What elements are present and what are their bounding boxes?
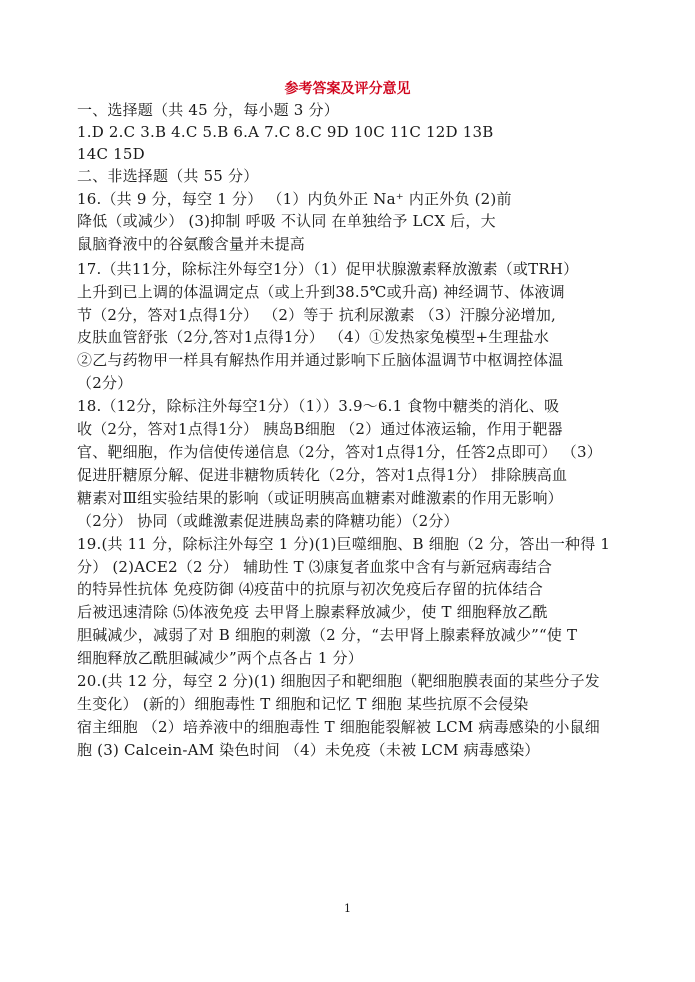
text-line: 糖素对Ⅲ组实验结果的影响（或证明胰高血糖素对雌激素的作用无影响）: [77, 489, 563, 507]
text-line: 细胞释放乙酰胆碱减少”两个点各占 1 分）: [77, 649, 363, 667]
text-line: ②乙与药物甲一样具有解热作用并通过影响下丘脑体温调节中枢调控体温: [77, 351, 564, 369]
text-line: 上升到已上调的体温调定点（或上升到38.5℃或升高) 神经调节、体液调: [77, 283, 565, 301]
text-line: 节（2分，答对1点得1分） （2）等于 抗利尿激素 （3）汗腺分泌增加,: [77, 306, 556, 324]
text-line: 生变化） (新的）细胞毒性 T 细胞和记忆 T 细胞 某些抗原不会侵染: [77, 695, 529, 713]
text-line: 胞 (3) Calcein-AM 染色时间 （4）未免疫（未被 LCM 病毒感染）: [77, 741, 540, 759]
text-line: 17.（共11分，除标注外每空1分）（1）促甲状腺激素释放激素（或TRH）: [77, 260, 579, 278]
text-line: 的特异性抗体 免疫防御 ⑷疫苗中的抗原与初次免疫后存留的抗体结合: [77, 580, 543, 598]
text-line: 20.(共 12 分，每空 2 分)(1) 细胞因子和靶细胞（靶细胞膜表面的某些分子发: [77, 672, 600, 690]
page-number: 1: [344, 902, 351, 915]
text-line: 14C 15D: [77, 145, 145, 163]
text-line: 胆碱减少，减弱了对 B 细胞的刺激（2 分，“去甲肾上腺素释放减少”“使 T: [77, 626, 578, 644]
text-line: 1.D 2.C 3.B 4.C 5.B 6.A 7.C 8.C 9D 10C 11C 12D 13B: [77, 123, 494, 141]
text-line: 一、选择题（共 45 分，每小题 3 分）: [77, 101, 339, 119]
text-line: 官、靶细胞，作为信使传递信息（2分，答对1点得1分，任答2点即可） （3）: [77, 443, 602, 461]
text-line: 降低（或减少） (3)抑制 呼吸 不认同 在单独给予 LCX 后，大: [77, 212, 496, 230]
text-line: 鼠脑脊液中的谷氨酸含量并未提高: [77, 235, 306, 253]
text-line: 18.（12分，除标注外每空1分）（1））3.9～6.1 食物中糖类的消化、吸: [77, 397, 560, 415]
text-line: 二、非选择题（共 55 分）: [77, 167, 259, 185]
text-line: 16.（共 9 分，每空 1 分） （1）内负外正 Na⁺ 内正外负 (2)前: [77, 190, 512, 208]
text-line: 皮肤血管舒张（2分,答对1点得1分） （4）①发热家兔模型+生理盐水: [77, 328, 550, 346]
text-line: 19.(共 11 分，除标注外每空 1 分)(1)巨噬细胞、B 细胞（2 分，答出一种得 1: [77, 535, 611, 553]
text-line: （2分） 协同（或雌激素促进胰岛素的降糖功能）（2分）: [77, 512, 459, 530]
text-line: （2分）: [77, 374, 133, 392]
text-line: 促进肝糖原分解、促进非糖物质转化（2分，答对1点得1分） 排除胰高血: [77, 466, 568, 484]
text-line: 后被迅速清除 ⑸体液免疫 去甲肾上腺素释放减少，使 T 细胞释放乙酰: [77, 603, 548, 621]
text-line: 收（2分，答对1点得1分） 胰岛B细胞 （2）通过体液运输，作用于靶器: [77, 420, 563, 438]
text-line: 宿主细胞 （2）培养液中的细胞毒性 T 细胞能裂解被 LCM 病毒感染的小鼠细: [77, 718, 600, 736]
document-title: 参考答案及评分意见: [284, 81, 411, 97]
text-line: 分） (2)ACE2（2 分） 辅助性 T ⑶康复者血浆中含有与新冠病毒结合: [77, 558, 553, 576]
